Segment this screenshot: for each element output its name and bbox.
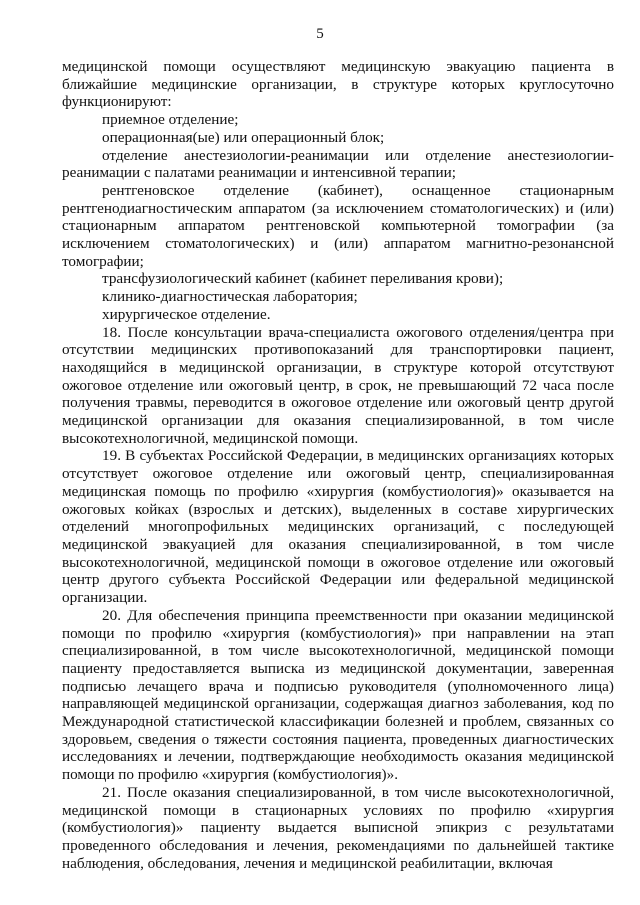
paragraph-continuation: медицинской помощи осуществляют медицинскую эвакуацию пациента в ближайшие медицинские организации, в структуре которых круглосуточно функционируют: (62, 58, 614, 111)
document-body (62, 58, 614, 872)
list-item-anesthesiology: отделение анестезиологии-реанимации или отделение анестезиологии-реанимации с палатами реанимации и интенсивной терапии; (62, 146, 614, 182)
paragraph-21: 21. После оказания специализированной, в том числе высокотехнологичной, медицинской помощи в стационарных условиях по профилю «хирургия (комбустиология)» пациенту выдается выписной эпикриз с результатами проведенного обследования и лечения, рекомендациями по дальнейшей тактике наблюдения, обследования, лечения и медицинской реабилитации, включая (62, 783, 614, 872)
list-item-surgical: хирургическое отделение. (102, 305, 271, 323)
list-item-admission: приемное отделение; (102, 111, 239, 129)
paragraph-18: 18. После консультации врача-специалиста ожогового отделения/центра при отсутствии медицинских противопоказаний для транспортировки пациент, находящийся в медицинской организации, в структуре которой отсутствуют ожоговое отделение или ожоговый центр, в срок, не превышающий 72 часа после получения травмы, переводится в ожоговое отделение или ожоговый центр другой медицинской организации для оказания специализированной, в том числе высокотехнологичной, медицинской помощи. (62, 323, 614, 447)
paragraph-19: 19. В субъектах Российской Федерации, в медицинских организациях которых отсутствует ожоговое отделение или ожоговый центр, специализированная медицинская помощь по профилю «хирургия (комбустиология)» оказывается на ожоговых койках (взрослых и детских), выделенных в составе хирургических отделений многопрофильных медицинских организаций, с последующей медицинской эвакуацией для оказания специализированной, в том числе высокотехнологичной, медицинской помощи в ожоговое отделение или ожоговый центр другого субъекта Российской Федерации или федеральной медицинской организации. (62, 447, 614, 607)
list-item-transfusion: трансфузиологический кабинет (кабинет переливания крови); (102, 270, 504, 288)
list-item-laboratory: клинико-диагностическая лаборатория; (102, 288, 358, 306)
paragraph-20: 20. Для обеспечения принципа преемственности при оказании медицинской помощи по профилю «хирургия (комбустиология)» при направлении на этап специализированной, в том числе высокотехнологичной, медицинской помощи пациенту предоставляется выписка из медицинской документации, заверенная подписью лечащего врача и подписью руководителя (уполномоченного лица) направляющей медицинской организации, содержащая диагноз заболевания, код по Международной статистической классификации болезней и проблем, связанных со здоровьем, сведения о тяжести состояния пациента, проведенных диагностических исследованиях и лечении, подтверждающие необходимость оказания медицинской помощи по профилю «хирургия (комбустиология)». (62, 606, 614, 784)
list-item-operating: операционная(ые) или операционный блок; (102, 128, 385, 146)
list-item-radiology: рентгеновское отделение (кабинет), оснащенное стационарным рентгенодиагностическим аппаратом (за исключением стоматологических) и (или) стационарным аппаратом рентгеновской компьютерной томографии (за исключением стоматологических) и (или) аппаратом магнитно-резонансной томографии; (62, 181, 614, 270)
page-number: 5 (316, 26, 324, 42)
